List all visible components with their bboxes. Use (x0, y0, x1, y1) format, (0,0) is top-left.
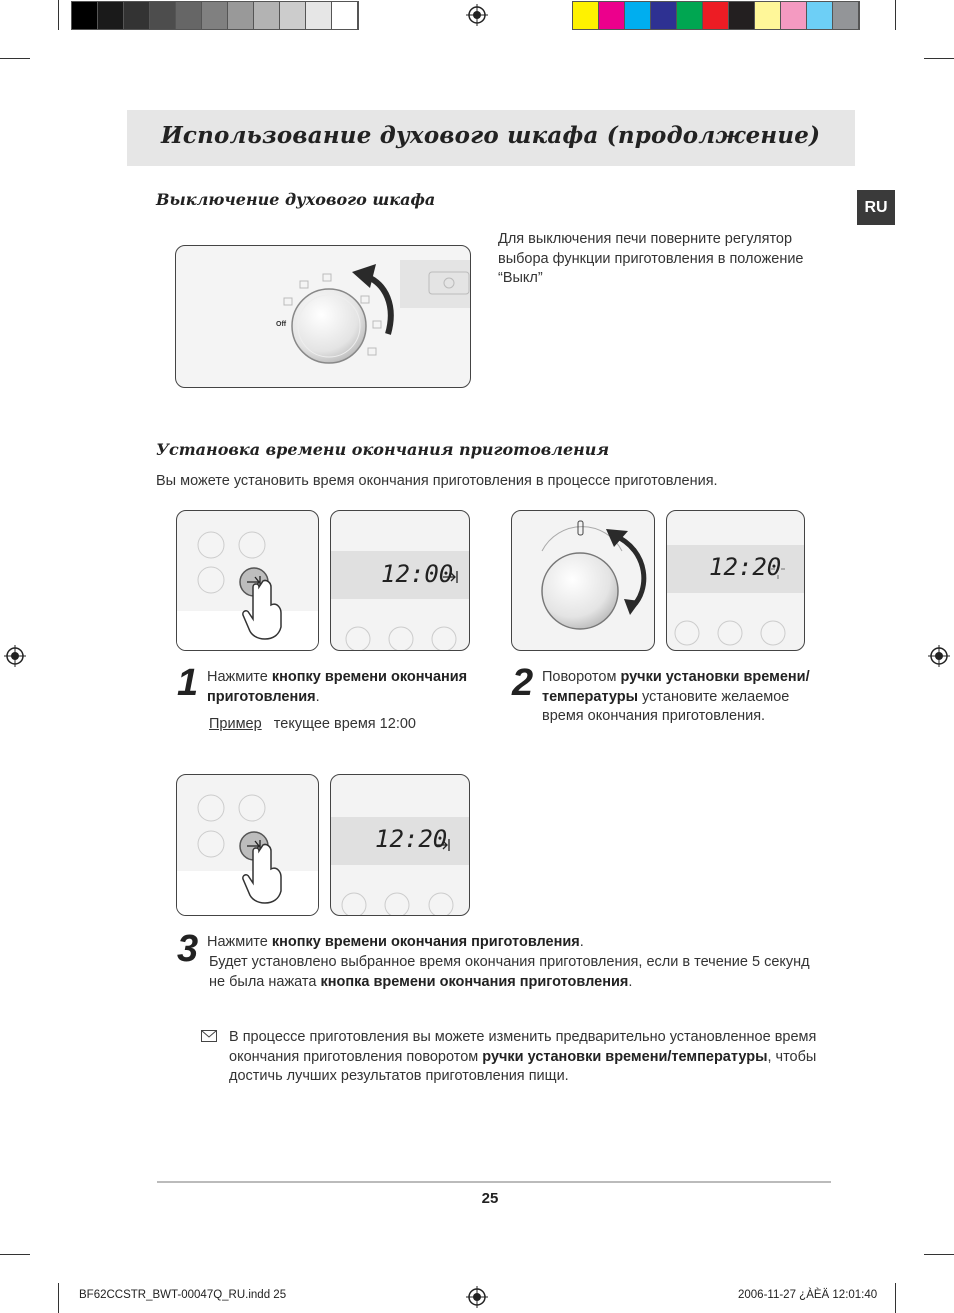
step3-detail: Будет установлено выбранное время окончания приготовления, если в течение 5 секунд не была нажата кнопка времени окончания приготовления. (209, 954, 810, 990)
registration-mark-icon (466, 4, 488, 26)
step3-button-panel (176, 774, 319, 916)
color-swatch (254, 2, 280, 29)
footer-file-info: BF62CCSTR_BWT-00047Q_RU.indd 25 (79, 1289, 287, 1301)
color-swatch (807, 2, 833, 29)
switch-off-text: Для выключения печи поверните регулятор выбора функции приготовления в положение “Выкл” (498, 231, 804, 286)
step1-button-panel (176, 510, 319, 651)
note-icon (201, 1030, 217, 1042)
crop-mark (0, 1254, 30, 1255)
step1-clock-display: 12:00 (381, 560, 454, 588)
registration-mark-icon (466, 1286, 488, 1308)
step2-knob-panel (511, 510, 655, 651)
step1-display-panel (330, 510, 470, 651)
language-tab: RU (857, 190, 895, 225)
color-swatch (729, 2, 755, 29)
step3-display-panel (330, 774, 470, 916)
color-swatch (781, 2, 807, 29)
color-swatch (228, 2, 254, 29)
section-title-end-time: Установка времени окончания приготовления (156, 440, 610, 459)
header-band (127, 110, 855, 166)
color-swatch (202, 2, 228, 29)
crop-mark (895, 0, 896, 30)
registration-mark-icon (928, 645, 950, 667)
page-number: 25 (481, 1190, 499, 1207)
color-swatch (98, 2, 124, 29)
step3-number: 3 (177, 928, 199, 970)
step1-number: 1 (177, 662, 199, 704)
color-swatch (651, 2, 677, 29)
color-swatch (124, 2, 150, 29)
color-swatch (755, 2, 781, 29)
step2-clock-display: 12:20 (709, 553, 782, 581)
step2-number: 2 (512, 662, 534, 704)
footer-divider (157, 1181, 831, 1183)
color-swatch (573, 2, 599, 29)
crop-mark (895, 1283, 896, 1313)
color-bar (572, 1, 860, 30)
color-swatch (176, 2, 202, 29)
registration-mark-icon (4, 645, 26, 667)
step1-example: Пример текущее время 12:00 (209, 716, 416, 732)
section-title-switch-off: Выключение духового шкафа (156, 190, 436, 209)
footer-timestamp: 2006-11-27 ¿ÀÈÄ 12:01:40 (738, 1289, 878, 1301)
step1-text: Нажмите кнопку времени окончания приготовления. (207, 669, 468, 705)
step3-text: Нажмите кнопку времени окончания приготовления. (207, 934, 584, 950)
knob-off-label: Off (276, 321, 287, 328)
step3-clock-display: 12:20 (375, 825, 448, 853)
color-swatch (703, 2, 729, 29)
color-swatch (72, 2, 98, 29)
step2-text: Поворотом ручки установки времени/температуры установите желаемое время окончания приготовления. (542, 669, 810, 724)
crop-mark (924, 1254, 954, 1255)
color-swatch (280, 2, 306, 29)
note-text: В процессе приготовления вы можете изменить предварительно установленное время окончания приготовления поворотом ручки установки времени/температуры, чтобы достичь лучших результатов приготовления пищи. (229, 1029, 817, 1084)
crop-mark (58, 1283, 59, 1313)
color-swatch (833, 2, 859, 29)
color-swatch (677, 2, 703, 29)
color-swatch (625, 2, 651, 29)
step2-display-panel (666, 510, 805, 651)
crop-mark (0, 58, 30, 59)
crop-mark (58, 0, 59, 30)
color-swatch (599, 2, 625, 29)
color-swatch (150, 2, 176, 29)
page-title: Использование духового шкафа (продолжение) (161, 122, 821, 149)
end-time-intro: Вы можете установить время окончания приготовления в процессе приготовления. (156, 473, 718, 489)
grayscale-bar (71, 1, 359, 30)
crop-mark (924, 58, 954, 59)
color-swatch (306, 2, 332, 29)
color-swatch (332, 2, 358, 29)
oven-knob-illustration (175, 245, 471, 388)
